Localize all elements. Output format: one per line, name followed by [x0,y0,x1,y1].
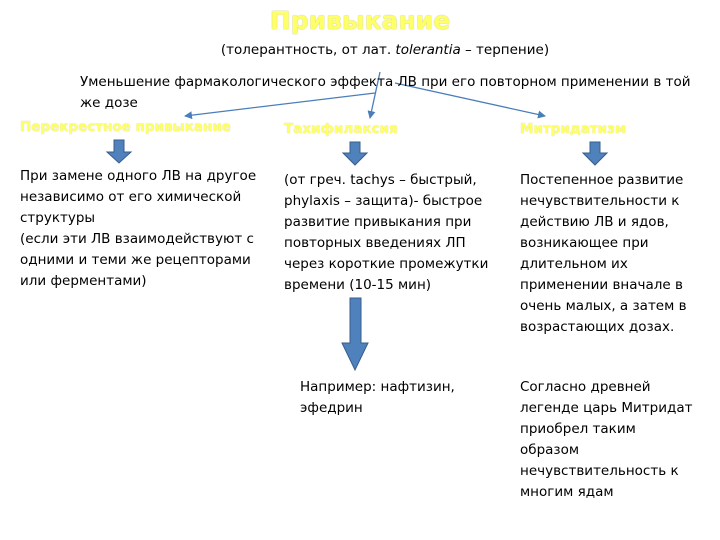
text-tachyphylaxis: (от греч. tachys – быстрый, phylaxis – защита)- быстрое развитие привыкания при повторных введениях ЛП через короткие промежутки времени (10-15 мин) [284,172,489,293]
text-mithridatism: Постепенное развитие нечувствительности к действию ЛВ и ядов, возникающее при длительном их применении вначале в очень малых, а затем в возрастающих дозах. [520,172,687,335]
block-arrow-down-left [107,140,131,163]
heading-cross-tolerance: Перекрестное привыкание [20,119,231,135]
subtitle [0,42,720,58]
subtitle-latin: tolerantia [395,42,461,58]
block-arrow-down-right [583,142,607,165]
example-tachyphylaxis: Например: нафтизин, эфедрин [300,379,455,416]
block-arrow-down-middle [343,142,367,165]
heading-tachyphylaxis: Тахифилаксия [284,121,398,137]
example-mithridatism: Согласно древней легенде царь Митридат приобрел таким образом нечувствительность к многим ядам [520,379,693,500]
text-cross-tolerance: При замене одного ЛВ на другое независимо от его химической структуры (если эти ЛВ взаимодействуют с одними и теми же рецепторами или ферментами) [20,168,257,289]
block-arrow-down-long-middle [342,298,368,370]
subtitle-prefix: (толерантность, от лат. [220,42,396,58]
heading-mithridatism: Митридатизм [520,121,627,137]
page-title: Привыкание [269,6,451,35]
subtitle-suffix: – терпение) [460,42,550,58]
definition-text: Уменьшение фармакологического эффекта ЛВ при его повторном применении в той же дозе [80,74,691,111]
